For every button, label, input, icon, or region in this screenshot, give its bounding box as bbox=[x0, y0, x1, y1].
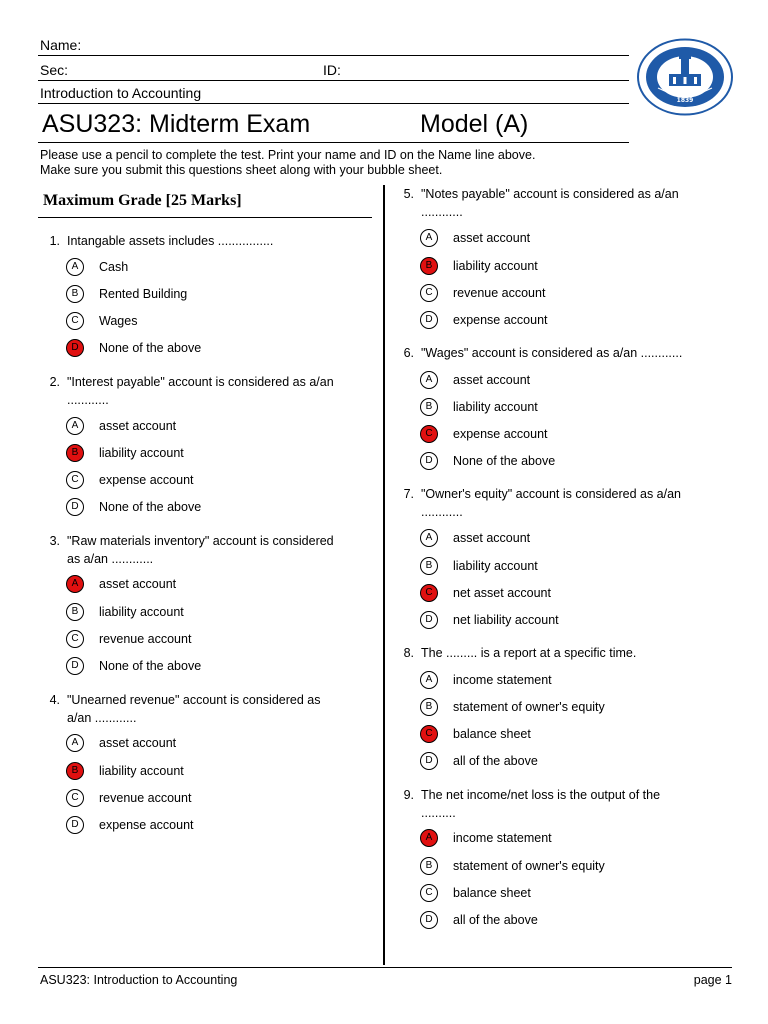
bubble-icon[interactable]: D bbox=[66, 816, 84, 834]
option-label: asset account bbox=[453, 373, 531, 387]
question-text: as a/an ............ bbox=[67, 552, 154, 566]
filled-bubble-icon[interactable]: A bbox=[66, 575, 84, 593]
question-text: a/an ............ bbox=[67, 711, 137, 725]
filled-bubble-icon[interactable]: B bbox=[420, 257, 438, 275]
filled-bubble-icon[interactable]: A bbox=[420, 829, 438, 847]
question-text: "Unearned revenue" account is considered as bbox=[67, 693, 321, 707]
option-label: liability account bbox=[99, 764, 184, 778]
option-label: asset account bbox=[99, 736, 177, 750]
question-number: 4. bbox=[49, 693, 60, 707]
bubble-icon[interactable]: D bbox=[66, 498, 84, 516]
option-label: liability account bbox=[99, 446, 184, 460]
bubble-icon[interactable]: D bbox=[420, 752, 438, 770]
question-number: 2. bbox=[49, 375, 60, 389]
option-label: Cash bbox=[99, 260, 129, 274]
option-label: asset account bbox=[99, 419, 177, 433]
question-text: "Owner's equity" account is considered as a/an bbox=[421, 487, 682, 501]
option-label: Wages bbox=[99, 314, 138, 328]
option-label: None of the above bbox=[99, 659, 202, 673]
bubble-icon[interactable]: D bbox=[420, 452, 438, 470]
option-label: net liability account bbox=[453, 613, 559, 627]
option-label: asset account bbox=[453, 231, 531, 245]
question-number: 6. bbox=[403, 346, 414, 360]
question-text: "Interest payable" account is considered as a/an bbox=[67, 375, 334, 389]
logo-year: 1839 bbox=[676, 97, 694, 104]
footer-course: ASU323: Introduction to Accounting bbox=[40, 973, 238, 987]
option-label: asset account bbox=[99, 577, 177, 591]
question-text: "Wages" account is considered as a/an ............ bbox=[421, 346, 683, 360]
sec-line bbox=[38, 80, 629, 81]
bubble-icon[interactable]: C bbox=[66, 789, 84, 807]
option-label: expense account bbox=[99, 818, 194, 832]
option-label: None of the above bbox=[99, 341, 202, 355]
option-label: None of the above bbox=[453, 454, 556, 468]
option-label: all of the above bbox=[453, 754, 538, 768]
bubble-icon[interactable]: B bbox=[66, 285, 84, 303]
question-text: "Notes payable" account is considered as a/an bbox=[421, 187, 679, 201]
filled-bubble-icon[interactable]: C bbox=[420, 425, 438, 443]
filled-bubble-icon[interactable]: D bbox=[66, 339, 84, 357]
instruction-line-2: Make sure you submit this questions sheet along with your bubble sheet. bbox=[40, 163, 443, 177]
bubble-icon[interactable]: C bbox=[66, 312, 84, 330]
bubble-icon[interactable]: A bbox=[420, 229, 438, 247]
model-label: Model (A) bbox=[420, 110, 529, 138]
question-text: The ......... is a report at a specific time. bbox=[421, 646, 637, 660]
question-number: 7. bbox=[403, 487, 414, 501]
course-line bbox=[38, 103, 629, 104]
bubble-icon[interactable]: B bbox=[66, 603, 84, 621]
option-label: all of the above bbox=[453, 913, 538, 927]
option-label: income statement bbox=[453, 673, 552, 687]
option-label: balance sheet bbox=[453, 886, 531, 900]
option-label: statement of owner's equity bbox=[453, 700, 605, 714]
name-label: Name: bbox=[40, 37, 82, 53]
instruction-line-1: Please use a pencil to complete the test. Print your name and ID on the Name line above. bbox=[40, 148, 536, 162]
bubble-icon[interactable]: D bbox=[420, 911, 438, 929]
course-name: Introduction to Accounting bbox=[40, 85, 202, 101]
bubble-icon[interactable]: A bbox=[420, 671, 438, 689]
option-label: balance sheet bbox=[453, 727, 531, 741]
bubble-icon[interactable]: A bbox=[420, 529, 438, 547]
option-label: net asset account bbox=[453, 586, 551, 600]
bubble-icon[interactable]: B bbox=[420, 857, 438, 875]
option-label: None of the above bbox=[99, 500, 202, 514]
id-label: ID: bbox=[323, 62, 341, 78]
question-number: 3. bbox=[49, 534, 60, 548]
filled-bubble-icon[interactable]: C bbox=[420, 584, 438, 602]
option-label: revenue account bbox=[453, 286, 546, 300]
bubble-icon[interactable]: A bbox=[66, 734, 84, 752]
name-line bbox=[38, 55, 629, 56]
option-label: income statement bbox=[453, 831, 552, 845]
footer-line bbox=[38, 967, 732, 968]
bubble-icon[interactable]: B bbox=[420, 698, 438, 716]
bubble-icon[interactable]: C bbox=[66, 471, 84, 489]
option-label: liability account bbox=[453, 559, 538, 573]
bubble-icon[interactable]: A bbox=[66, 258, 84, 276]
bubble-icon[interactable]: A bbox=[66, 417, 84, 435]
question-text: ............ bbox=[67, 393, 109, 407]
max-grade-heading: Maximum Grade [25 Marks] bbox=[43, 192, 242, 209]
question-number: 5. bbox=[403, 187, 414, 201]
option-label: expense account bbox=[453, 313, 548, 327]
question-number: 8. bbox=[403, 646, 414, 660]
question-number: 1. bbox=[49, 234, 60, 248]
filled-bubble-icon[interactable]: C bbox=[420, 725, 438, 743]
exam-title: ASU323: Midterm Exam bbox=[42, 110, 311, 138]
option-label: revenue account bbox=[99, 791, 192, 805]
option-label: expense account bbox=[453, 427, 548, 441]
bubble-icon[interactable]: C bbox=[420, 884, 438, 902]
filled-bubble-icon[interactable]: B bbox=[66, 444, 84, 462]
filled-bubble-icon[interactable]: B bbox=[66, 762, 84, 780]
option-label: statement of owner's equity bbox=[453, 859, 605, 873]
bubble-icon[interactable]: B bbox=[420, 557, 438, 575]
option-label: revenue account bbox=[99, 632, 192, 646]
bubble-icon[interactable]: C bbox=[420, 284, 438, 302]
option-label: asset account bbox=[453, 531, 531, 545]
option-label: liability account bbox=[99, 605, 184, 619]
sec-label: Sec: bbox=[40, 62, 69, 78]
bubble-icon[interactable]: D bbox=[420, 611, 438, 629]
column-divider bbox=[383, 185, 385, 965]
bubble-icon[interactable]: C bbox=[66, 630, 84, 648]
option-label: expense account bbox=[99, 473, 194, 487]
option-label: liability account bbox=[453, 400, 538, 414]
bubble-icon[interactable]: B bbox=[420, 398, 438, 416]
option-label: Rented Building bbox=[99, 287, 188, 301]
question-text: Intangable assets includes ................ bbox=[67, 234, 274, 248]
bubble-icon[interactable]: D bbox=[420, 311, 438, 329]
footer-page-number: page 1 bbox=[693, 973, 732, 987]
question-text: ............ bbox=[421, 205, 463, 219]
max-grade-underline bbox=[38, 217, 372, 218]
bubble-icon[interactable]: D bbox=[66, 657, 84, 675]
question-text: The net income/net loss is the output of the bbox=[421, 788, 661, 802]
university-logo bbox=[636, 38, 734, 116]
question-text: .......... bbox=[421, 806, 456, 820]
question-text: "Raw materials inventory" account is considered bbox=[67, 534, 334, 548]
title-line bbox=[38, 142, 629, 143]
question-number: 9. bbox=[403, 788, 414, 802]
bubble-icon[interactable]: A bbox=[420, 371, 438, 389]
option-label: liability account bbox=[453, 259, 538, 273]
question-text: ............ bbox=[421, 505, 463, 519]
